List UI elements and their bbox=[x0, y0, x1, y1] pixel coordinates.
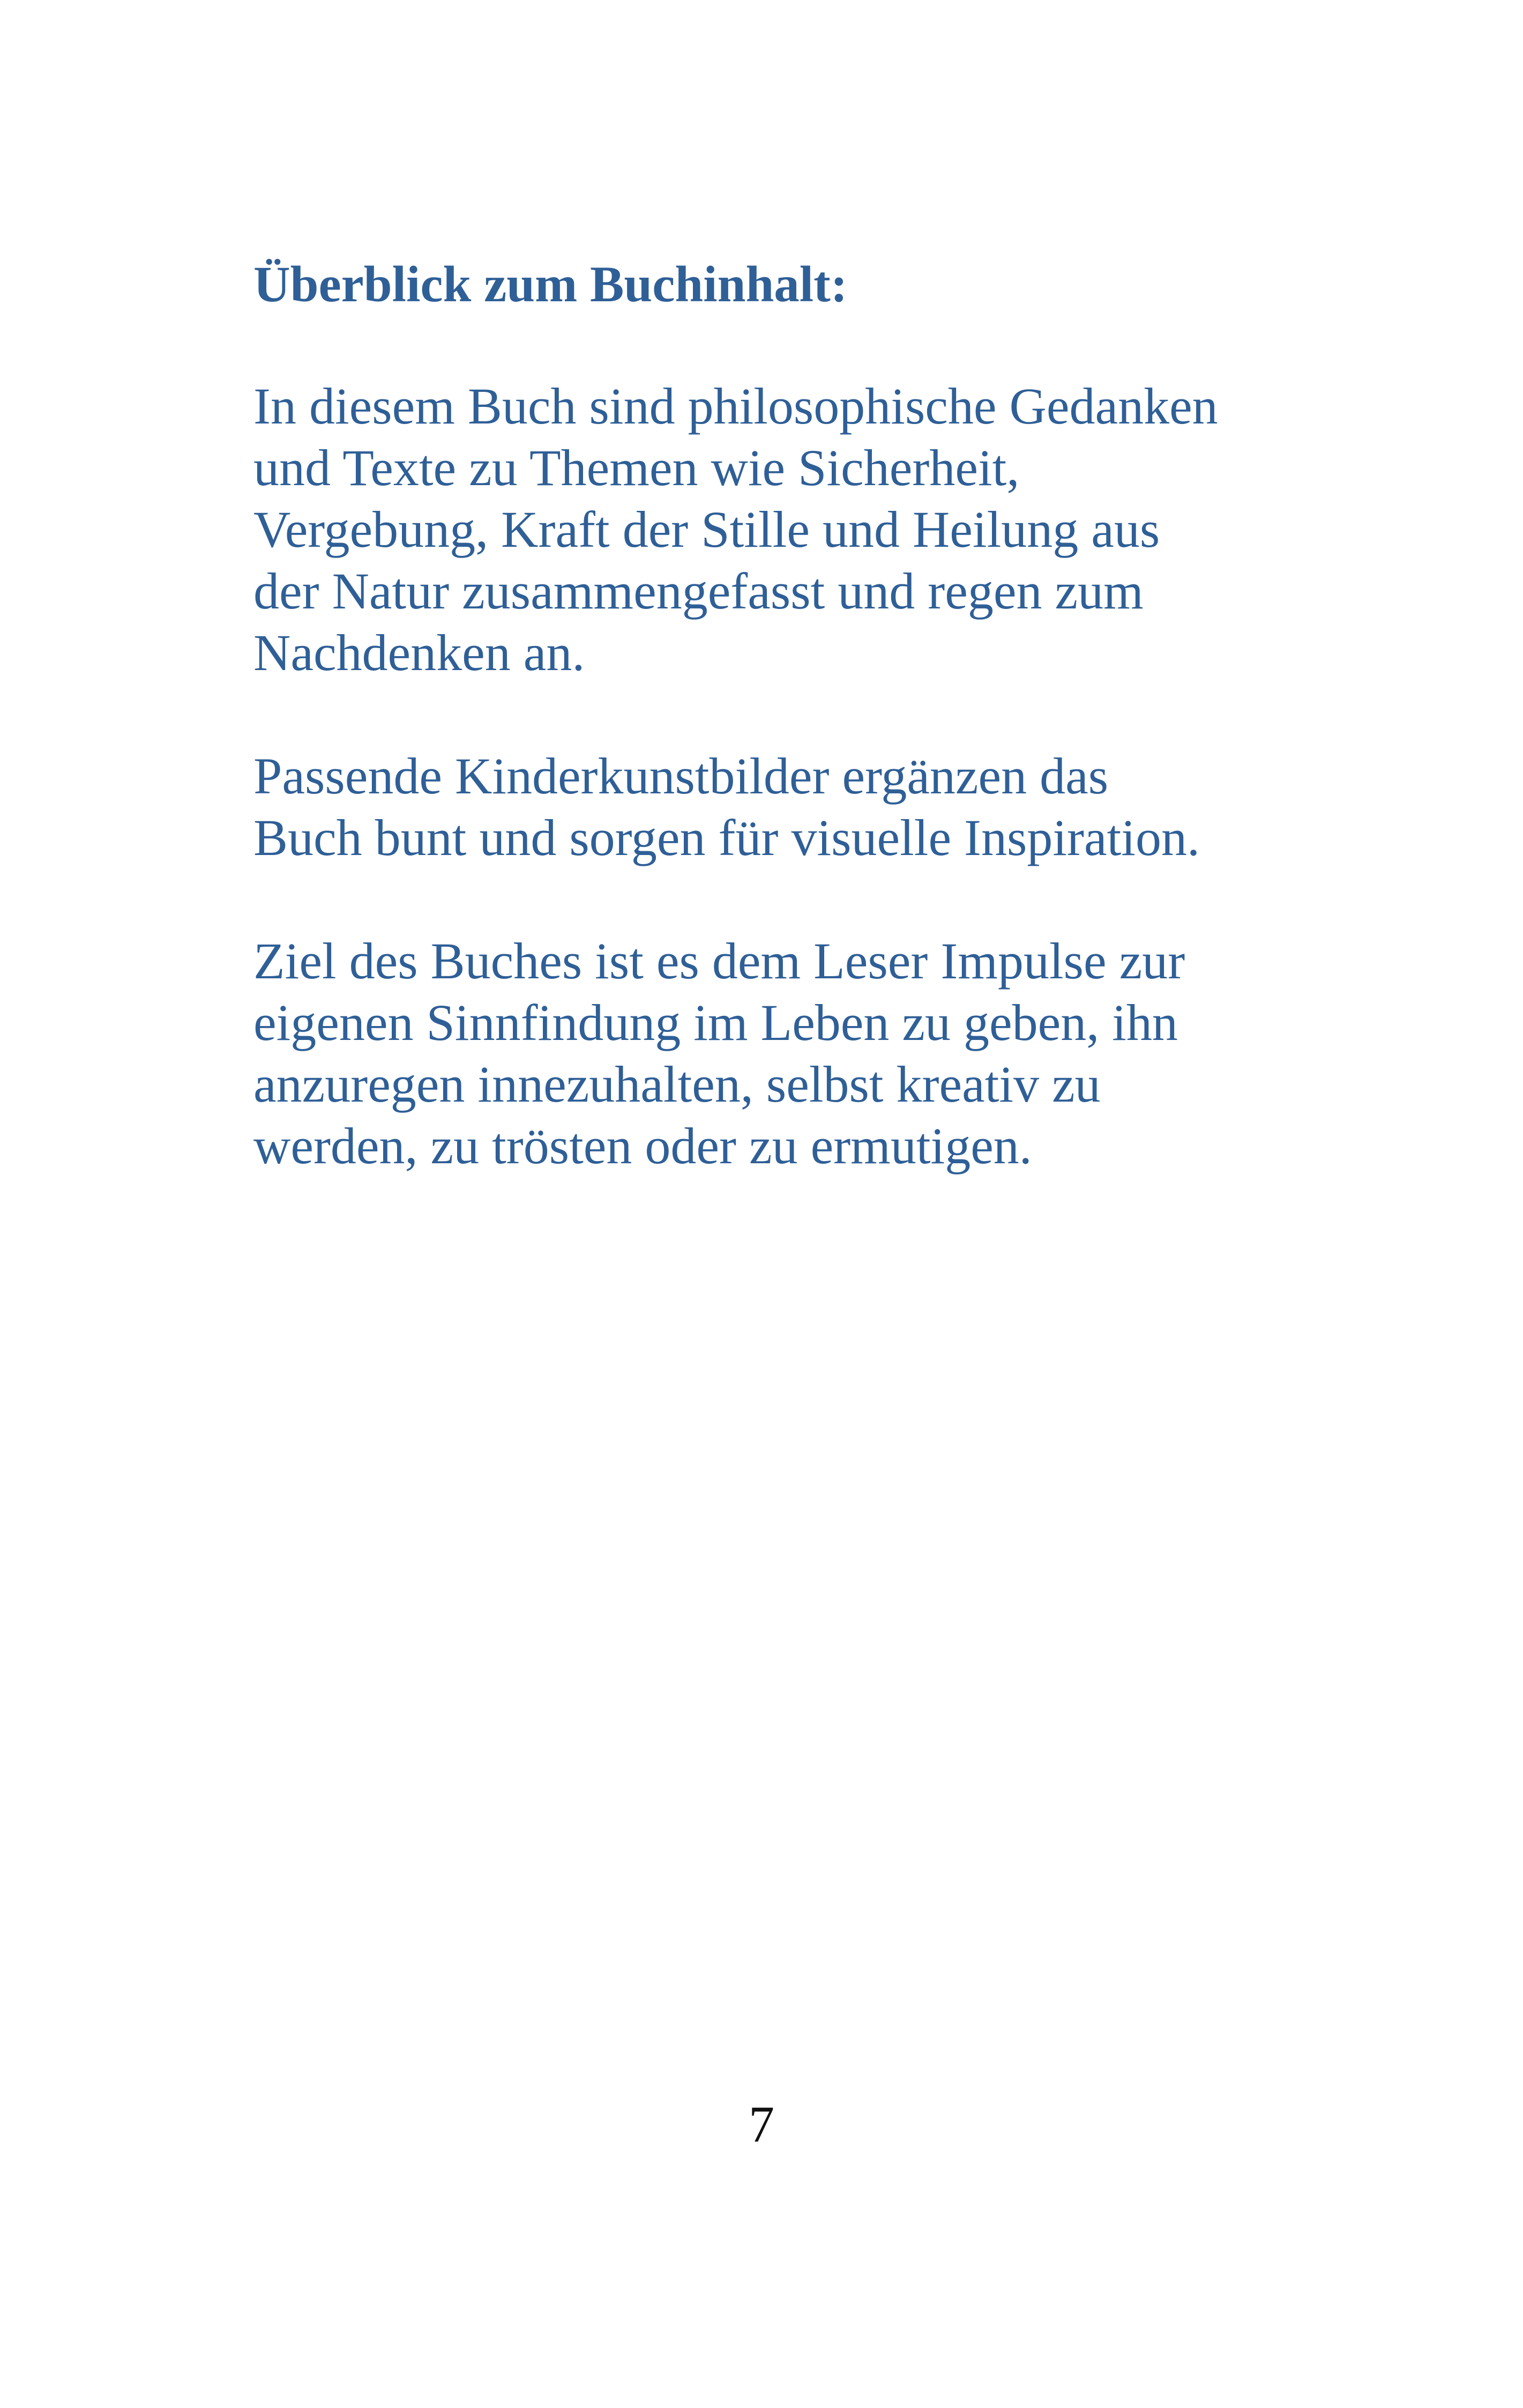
spacer bbox=[253, 316, 1325, 375]
paragraph-illustrations bbox=[253, 745, 1325, 868]
section-heading: Überblick zum Buchinhalt: bbox=[253, 256, 848, 313]
paragraph-goal bbox=[253, 930, 1325, 1177]
paragraph-line: werden, zu trösten oder zu ermutigen. bbox=[253, 1117, 1032, 1175]
paragraph-line: Vergebung, Kraft der Stille und Heilung aus bbox=[253, 501, 1160, 558]
spacer bbox=[253, 683, 1325, 745]
paragraph-line: Ziel des Buches ist es dem Leser Impulse zur bbox=[253, 932, 1185, 990]
paragraph-line: Nachdenken an. bbox=[253, 624, 585, 681]
paragraph-intro bbox=[253, 375, 1325, 683]
page-number: 7 bbox=[749, 2095, 774, 2153]
spacer bbox=[253, 868, 1325, 930]
paragraph-line: und Texte zu Themen wie Sicherheit, bbox=[253, 439, 1020, 496]
paragraph-line: der Natur zusammengefasst und regen zum bbox=[253, 562, 1144, 620]
paragraph-line: anzuregen innezuhalten, selbst kreativ zu bbox=[253, 1056, 1101, 1113]
paragraph-line: In diesem Buch sind philosophische Gedanken bbox=[253, 377, 1218, 435]
paragraph-line: Buch bunt und sorgen für visuelle Inspiration. bbox=[253, 809, 1200, 866]
page-content bbox=[253, 252, 1325, 1177]
paragraph-line: eigenen Sinnfindung im Leben zu geben, ihn bbox=[253, 994, 1178, 1051]
paragraph-line: Passende Kinderkunstbilder ergänzen das bbox=[253, 747, 1109, 805]
